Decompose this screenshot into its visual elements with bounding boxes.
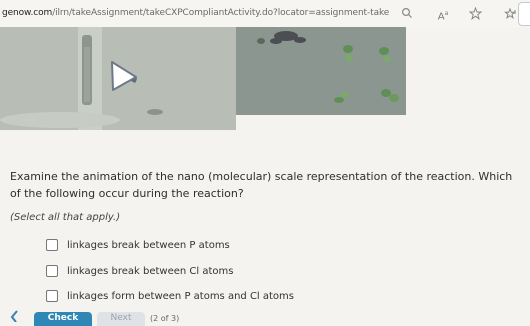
animation-video-panel[interactable]: [0, 27, 236, 130]
url-path: /ilrn/takeAssignment/takeCXPCompliantActivity.do?locator=assignment-take: [52, 8, 390, 18]
url-text[interactable]: [2, 8, 389, 18]
url-host: genow.com: [2, 8, 53, 18]
option-linkages-break-p[interactable]: [46, 238, 230, 252]
action-buttons: [0, 308, 530, 321]
checkbox[interactable]: [46, 290, 58, 302]
search-icon[interactable]: [400, 7, 414, 21]
select-instruction: (Select all that apply.): [10, 212, 121, 223]
favorite-star-icon[interactable]: [468, 7, 482, 21]
animation-scene: [0, 27, 236, 130]
option-linkages-break-cl[interactable]: [46, 264, 234, 278]
molecules-icon: [236, 27, 406, 115]
option-linkages-form-p-cl[interactable]: [46, 289, 294, 303]
question-prompt: Examine the animation of the nano (molecular) scale representation of the reaction. Which of the following occur during the reaction?: [10, 170, 513, 200]
option-label: linkages form between P atoms and Cl atoms: [67, 290, 294, 302]
back-arrow-icon[interactable]: [10, 310, 18, 322]
checkbox[interactable]: [46, 239, 58, 251]
attempts-counter: (2 of 3): [150, 314, 180, 323]
option-label: linkages break between Cl atoms: [67, 265, 234, 277]
browser-address-bar[interactable]: [0, 0, 530, 28]
next-button[interactable]: Next: [97, 312, 145, 326]
option-label: linkages break between P atoms: [67, 239, 230, 251]
molecules-panel: [236, 27, 406, 115]
checkbox[interactable]: [46, 265, 58, 277]
check-button[interactable]: Check: [34, 312, 92, 326]
browser-sidebar-toggle[interactable]: [518, 2, 530, 26]
favorites-collection-icon[interactable]: [503, 7, 517, 21]
reader-mode-icon[interactable]: $A^a$: [437, 10, 449, 23]
